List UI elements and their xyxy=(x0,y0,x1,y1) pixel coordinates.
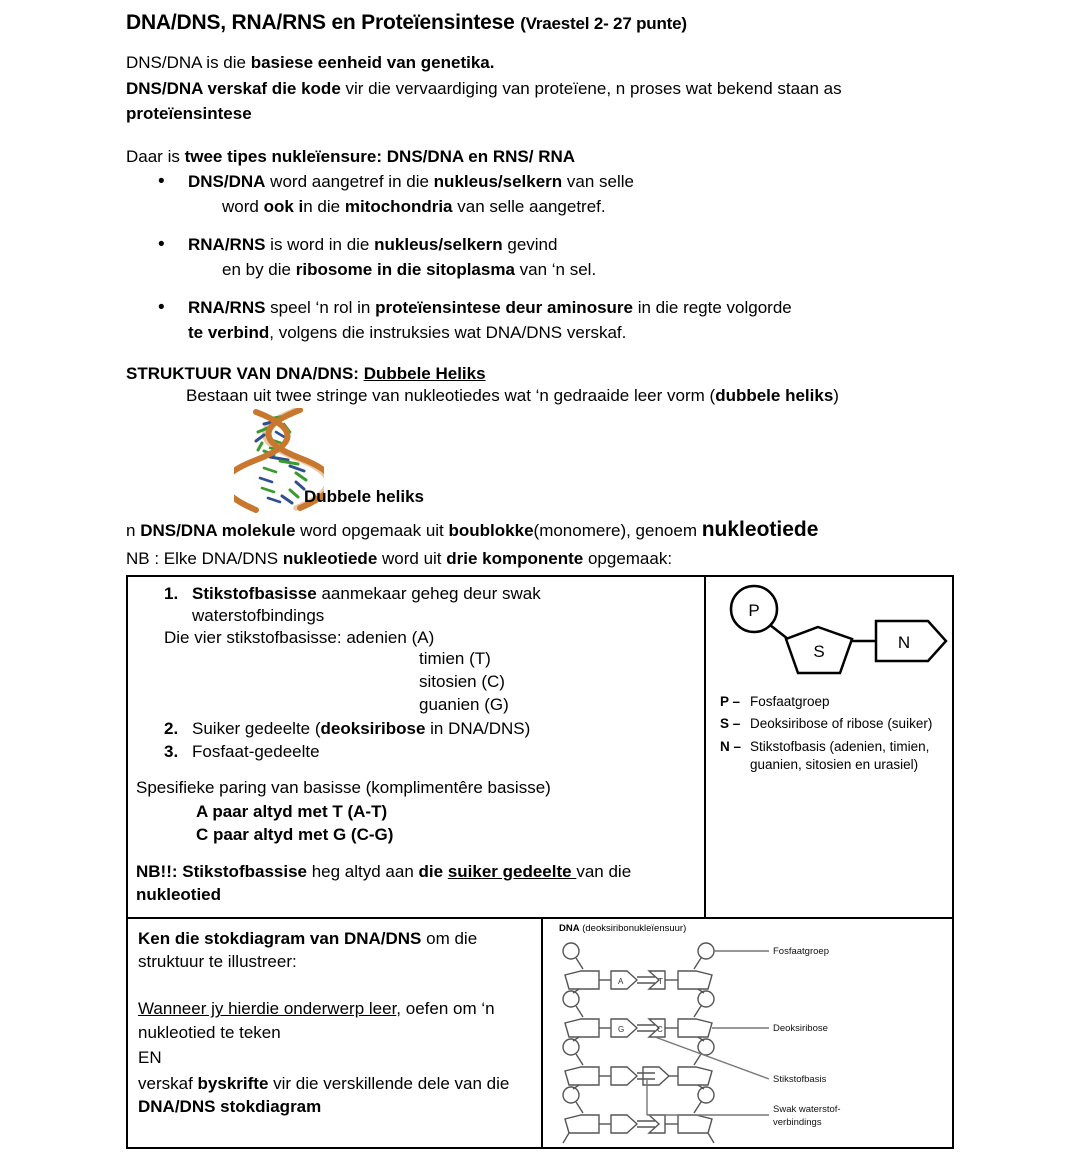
component-2-post: in DNA/DNS) xyxy=(425,719,531,739)
component-1-bold: Stikstofbasisse xyxy=(192,583,317,603)
components-cell xyxy=(127,576,705,918)
stick-title-rest: (deoksiribonukleïensuur) xyxy=(579,922,687,934)
molecule-line xyxy=(126,516,952,545)
base-item-timien: timien (T) xyxy=(419,649,491,669)
bullet-2-sub-b2: ribosome in die sitoplasma xyxy=(295,260,515,280)
nb-underline: suiker gedeelte xyxy=(447,861,577,881)
types-lead xyxy=(126,145,952,168)
components-list-2 xyxy=(136,718,696,764)
component-2-bold: deoksiribose xyxy=(320,719,426,739)
molecule-nb-b1: nukleotiede xyxy=(282,549,378,569)
molecule-b2: boublokke xyxy=(448,521,534,541)
bullet-1-sub-t3: van selle aangetref. xyxy=(452,197,606,217)
bullet-3-t2: in die regte volgorde xyxy=(632,297,792,317)
list-item xyxy=(126,170,952,219)
base-item-guanien: guanien (G) xyxy=(419,694,509,714)
bullet-2-b2: nukleus/selkern xyxy=(374,234,503,254)
nb-text-2: van die xyxy=(576,861,632,881)
document-body xyxy=(126,10,952,1149)
molecule-nb-t3: opgemaak: xyxy=(583,549,673,569)
p-s-n-nucleotide-icon xyxy=(706,577,954,689)
bullet-3-t1: speel ‘n rol in xyxy=(265,297,376,317)
base-right-1: T xyxy=(658,976,663,986)
nb-note xyxy=(136,860,696,907)
legend-row-p xyxy=(720,693,952,711)
bullet-1-t1: word aangetref in die xyxy=(265,172,434,191)
bullet-2-b1: RNA/RNS xyxy=(188,234,266,254)
stick-instruction-text: om die struktuur te illustreer: xyxy=(138,928,478,971)
component-1-number: 1. xyxy=(164,583,179,603)
intro-line-1-bold: basiese eenheid van genetika. xyxy=(250,53,495,73)
structure-desc-t1: Bestaan uit twee stringe van nukleotiedes wat ‘n gedraaide leer vorm ( xyxy=(186,385,716,405)
list-item xyxy=(136,741,696,764)
structure-description xyxy=(186,384,952,407)
phosphate-label: P xyxy=(748,600,760,620)
dna-stick-diagram-icon xyxy=(543,919,954,1147)
base-right-2: C xyxy=(657,1024,663,1034)
table-row xyxy=(127,576,953,918)
nucleotide-diagram-cell xyxy=(705,576,953,918)
stick-instruction-3-bold2: DNA/DNS stokdiagram xyxy=(138,1097,322,1117)
base-pair-row-4 xyxy=(599,1115,678,1133)
sugar-label: S xyxy=(813,641,825,661)
structure-heading xyxy=(126,364,952,384)
bullet-2-sub xyxy=(188,258,952,281)
phosphate-sugar-bond xyxy=(770,625,788,639)
molecule-t2: word opgemaak uit xyxy=(295,521,449,541)
intro-line-2-bold: DNS/DNA verskaf die kode xyxy=(126,78,341,98)
bullet-3-b1: RNA/RNS xyxy=(188,297,266,317)
bullet-1-sub xyxy=(188,195,952,218)
callout-label-stikstofbasis: Stikstofbasis xyxy=(773,1073,827,1085)
bullet-3-sub-t2: , volgens die instruksies wat DNA/DNS verskaf. xyxy=(269,323,627,343)
molecule-nb-t1: NB : Elke DNA/DNS xyxy=(126,549,283,569)
bullet-2-main xyxy=(188,233,952,256)
molecule-t3: (monomere), genoem xyxy=(533,521,702,541)
stick-instruction-3 xyxy=(138,1072,531,1119)
legend-key-n: N – xyxy=(720,739,742,755)
list-item xyxy=(136,583,696,629)
component-1-wrap: waterstofbindings xyxy=(192,606,325,626)
types-lead-bold: twee tipes nukleïensure xyxy=(184,146,377,166)
stick-instruction-3-mid: vir die verskillende dele van die xyxy=(268,1073,510,1093)
bullet-1-main xyxy=(188,170,952,193)
molecule-t1: n xyxy=(126,521,141,541)
stick-diagram-cell xyxy=(542,918,953,1148)
double-helix-caption: Dubbele heliks xyxy=(304,487,424,507)
bullet-2-sub-t1: en by die xyxy=(222,260,296,280)
base-label: N xyxy=(897,632,911,652)
nucleic-acid-bullets xyxy=(126,170,952,345)
nucleotide-legend xyxy=(720,693,952,774)
bullet-1-b1: DNS/DNA xyxy=(188,172,266,191)
structure-heading-plain: STRUKTUUR VAN DNA/DNS: xyxy=(126,363,364,383)
page-title xyxy=(126,10,952,35)
stick-instructions-cell xyxy=(127,918,542,1148)
double-helix-figure xyxy=(126,411,952,516)
nucleotide-schematic xyxy=(706,577,952,689)
bullet-1-t2: van selle xyxy=(562,172,635,191)
bullet-1-sub-b2: mitochondria xyxy=(344,197,453,217)
molecule-nb-t2: word uit xyxy=(377,549,447,569)
base-item-sitosien: sitosien (C) xyxy=(419,671,505,691)
base-pair-row-1 xyxy=(599,971,678,989)
component-3-number: 3. xyxy=(164,742,179,762)
molecule-nb-b2: drie komponente xyxy=(446,549,584,569)
legend-value-p: Fosfaatgroep xyxy=(750,693,830,709)
base-arrow-shape xyxy=(876,621,946,661)
bullet-3-b2: proteïensintese deur aminosure xyxy=(375,297,633,317)
callout-label-deoksiribose: Deoksiribose xyxy=(773,1022,828,1034)
base-pair-row-3 xyxy=(599,1067,678,1085)
component-3-text: Fosfaat-gedeelte xyxy=(192,742,320,762)
pairing-cg: C paar altyd met G (C-G) xyxy=(196,824,394,844)
intro-line-2-plain: vir die vervaardiging van proteïene, n proses wat bekend staan as xyxy=(340,78,842,98)
stick-instruction-3-pre: verskaf xyxy=(138,1073,198,1093)
list-item xyxy=(126,296,952,345)
bullet-1-b2: nukleus/selkern xyxy=(433,172,563,191)
legend-key-p: P – xyxy=(720,693,741,709)
components-list xyxy=(136,583,696,629)
page-title-main: DNA/DNS, RNA/RNS en Proteïensintese xyxy=(126,11,515,34)
molecule-nb-line xyxy=(126,547,952,570)
bullet-3-sub-b1: te verbind xyxy=(188,323,270,343)
callout-label-waterstof-1: Swak waterstof- xyxy=(773,1103,841,1115)
stick-diagram-table xyxy=(126,917,954,1149)
bullet-2-t2: gevind xyxy=(502,234,558,254)
bullet-1-sub-t1: word xyxy=(222,197,264,217)
list-item xyxy=(126,233,952,282)
right-backbone xyxy=(678,943,714,1143)
component-2-pre: Suiker gedeelte ( xyxy=(192,719,321,739)
bases-label: Die vier stikstofbasisse: adenien (A) xyxy=(164,628,435,648)
nb-bold-1: NB!!: Stikstofbassise xyxy=(136,861,307,881)
nb-bold-2: die xyxy=(418,861,448,881)
stick-instruction-1 xyxy=(138,927,531,974)
callout-label-fosfaatgroep: Fosfaatgroep xyxy=(773,945,829,957)
base-pair-row-2 xyxy=(599,1019,678,1037)
legend-row-s xyxy=(720,715,952,733)
nb-bold-3: nukleotied xyxy=(136,885,222,905)
intro-line-1-plain: DNS/DNA is die xyxy=(126,53,251,73)
stick-instruction-en: EN xyxy=(138,1048,162,1068)
legend-key-s: S – xyxy=(720,716,741,732)
bullet-3-sub xyxy=(188,321,952,344)
stick-instruction-text-2: , oefen om ‘n nukleotied te teken xyxy=(138,999,495,1042)
component-1-text: aanmekaar geheg deur swak xyxy=(316,583,541,603)
intro-line-3: proteïensintese xyxy=(126,104,252,124)
stick-instruction-3-bold: byskrifte xyxy=(197,1073,269,1093)
pairing-at: A paar altyd met T (A-T) xyxy=(196,802,388,822)
molecule-b1: DNS/DNA molekule xyxy=(140,521,296,541)
intro-line-1 xyxy=(126,51,952,74)
stick-instruction-bold: Ken die stokdiagram van DNA/DNS xyxy=(138,928,422,948)
table-row xyxy=(127,918,953,1148)
stick-diagram-title xyxy=(559,923,686,934)
component-2-number: 2. xyxy=(164,719,179,739)
legend-row-n xyxy=(720,738,952,774)
nb-text-1: heg altyd aan xyxy=(306,861,419,881)
molecule-b3: nukleotiede xyxy=(701,518,819,542)
types-lead-tail: : DNS/DNA en RNS/ RNA xyxy=(376,146,576,166)
bullet-2-t1: is word in die xyxy=(265,234,375,254)
base-left-1: A xyxy=(618,976,624,986)
structure-desc-t2: ) xyxy=(833,385,839,405)
legend-value-s: Deoksiribose of ribose (suiker) xyxy=(750,716,933,732)
base-left-2: G xyxy=(618,1024,625,1034)
pairing-intro: Spesifieke paring van basisse (komplimentêre basisse) xyxy=(136,777,551,797)
bullet-2-sub-t3: van ‘n sel. xyxy=(514,260,597,280)
stick-title-bold: DNA xyxy=(559,922,580,934)
structure-desc-bold: dubbele heliks xyxy=(715,385,834,405)
types-lead-plain: Daar is xyxy=(126,146,185,166)
nucleotide-components-table xyxy=(126,575,954,919)
bullet-1-sub-t2: n die xyxy=(303,197,345,217)
dna-stick-diagram-figure xyxy=(543,919,952,1147)
callout-label-waterstof-2: verbindings xyxy=(773,1116,822,1128)
page-title-sub: (Vraestel 2- 27 punte) xyxy=(520,14,687,33)
stick-instruction-2 xyxy=(138,997,531,1044)
legend-value-n: Stikstofbasis (adenien, timien, guanien, sitosien en urasiel) xyxy=(750,739,930,773)
intro-line-2 xyxy=(126,77,952,100)
bullet-1-sub-b1: ook i xyxy=(263,197,304,217)
left-backbone xyxy=(563,943,599,1143)
list-item xyxy=(136,718,696,741)
stick-instruction-underline: Wanneer jy hierdie onderwerp leer xyxy=(138,999,397,1019)
structure-heading-underline: Dubbele Heliks xyxy=(363,363,486,383)
bullet-3-main xyxy=(188,296,952,319)
